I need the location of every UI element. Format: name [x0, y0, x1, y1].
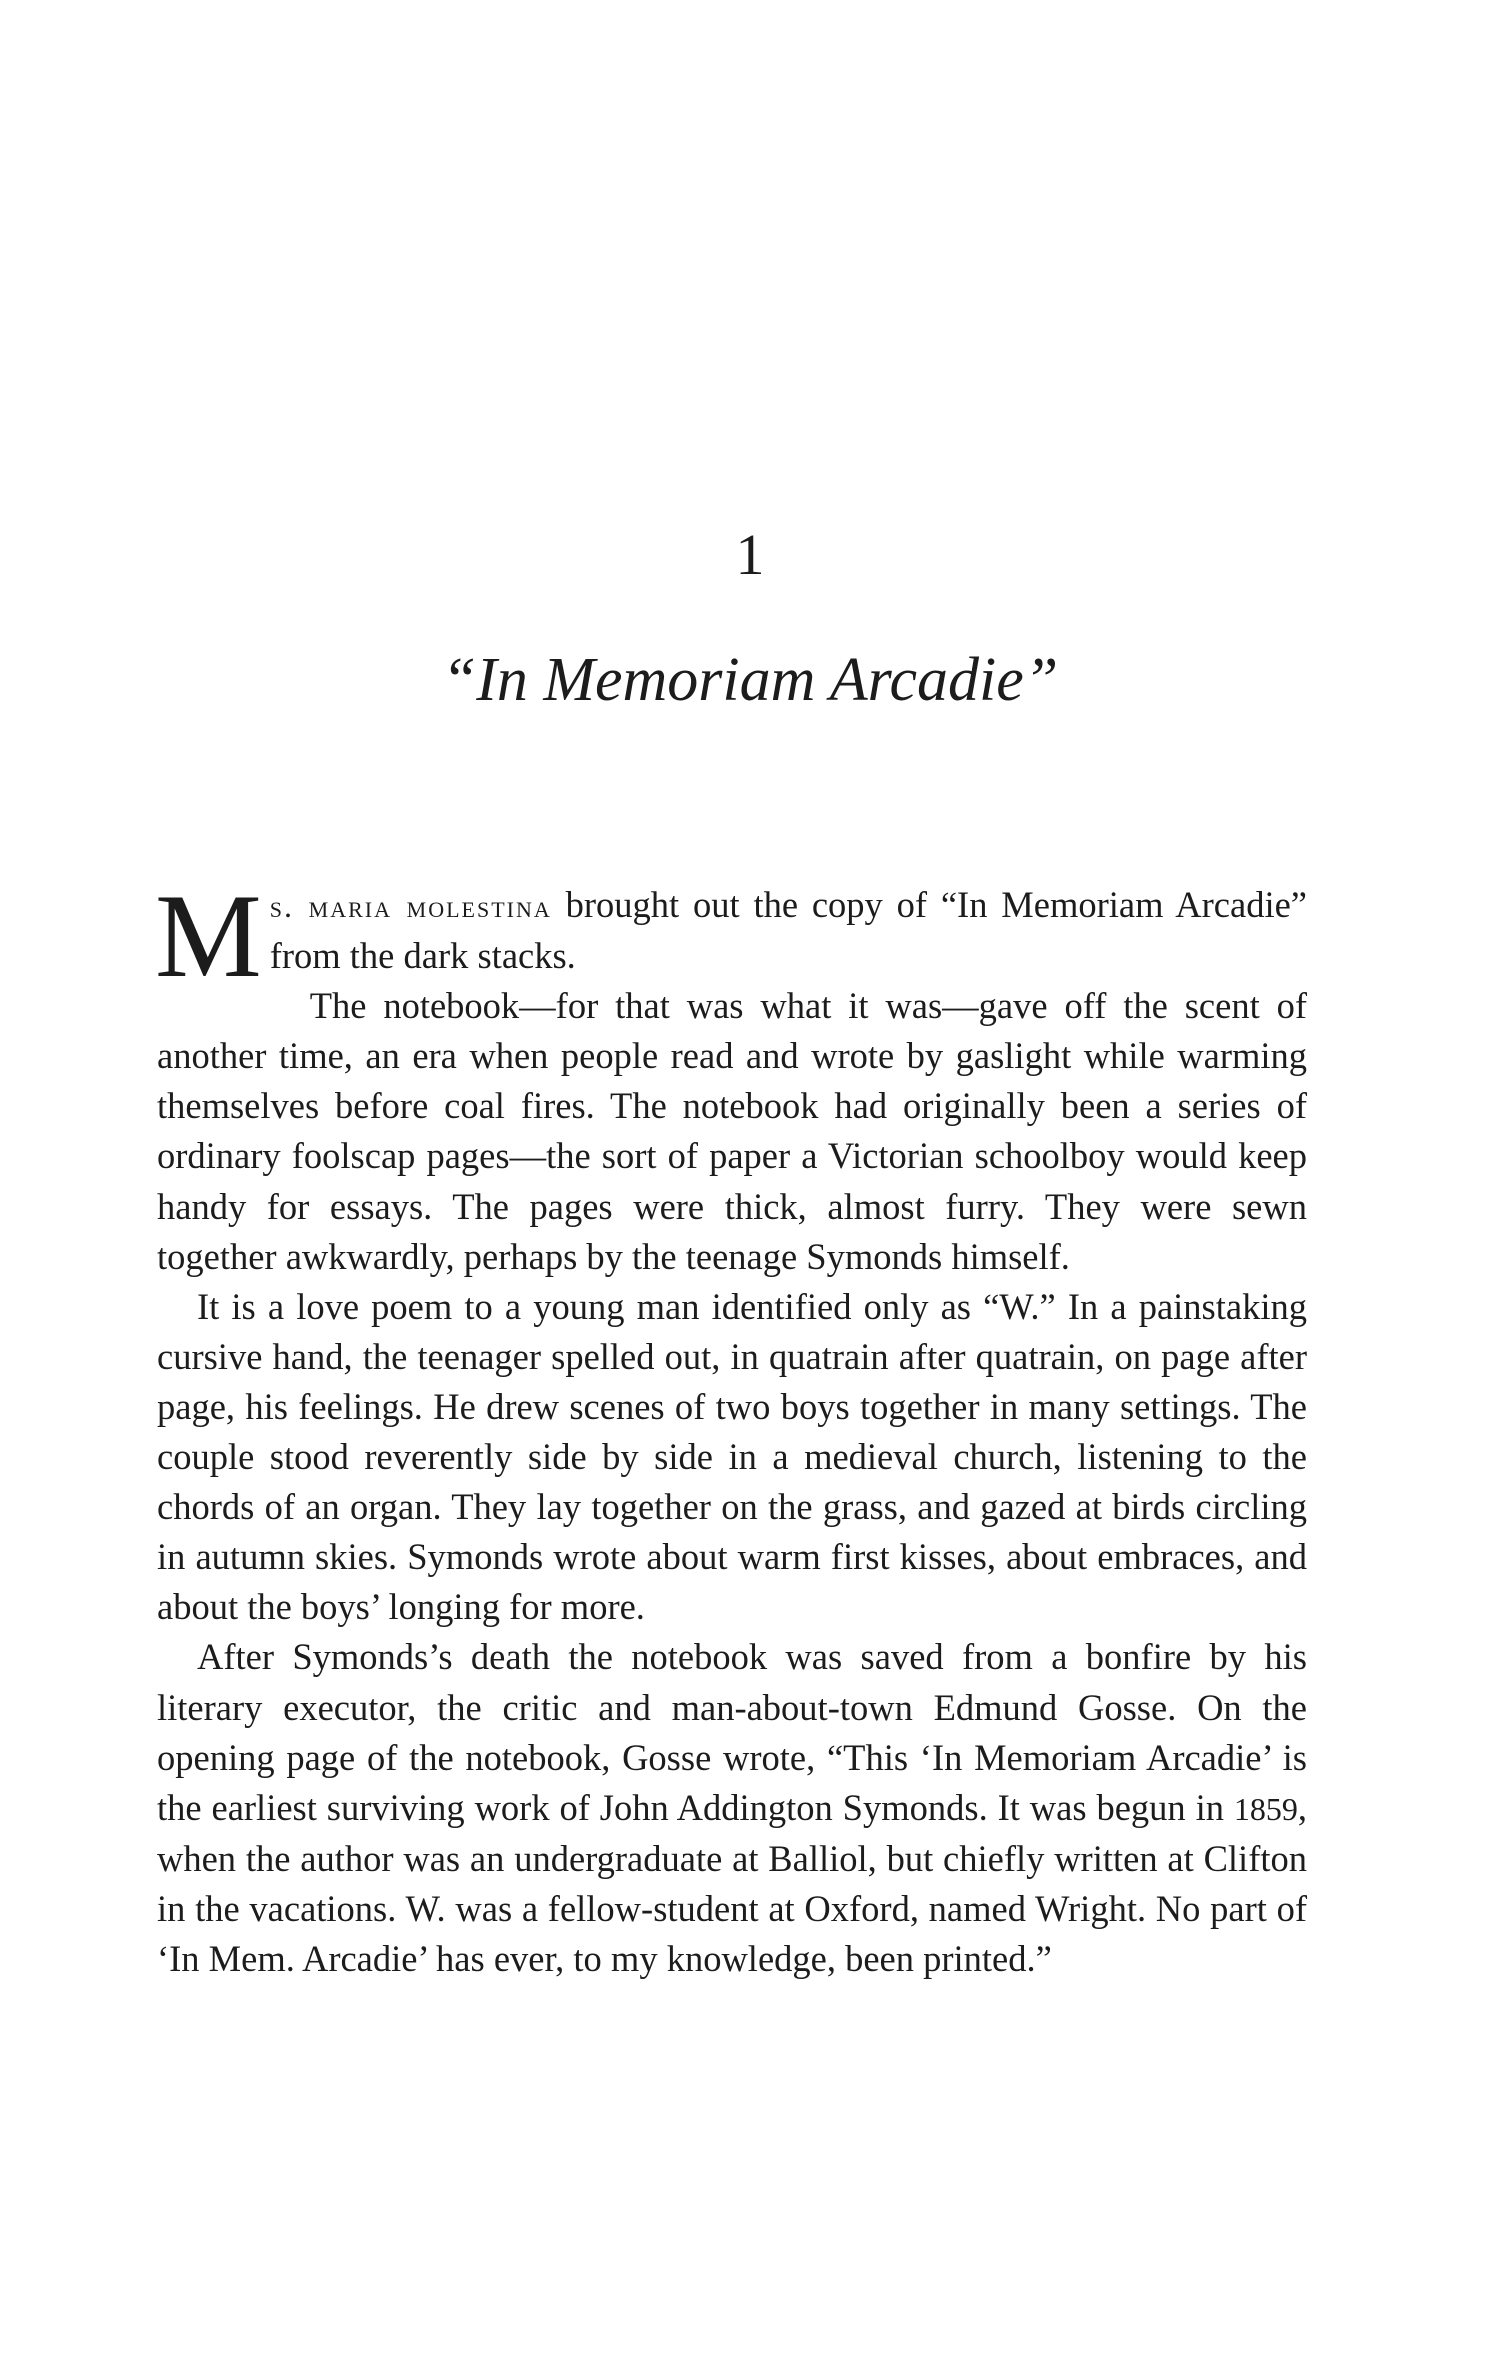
lead-in-smallcaps: s. maria molestina — [269, 888, 552, 924]
chapter-body — [155, 869, 1307, 1984]
paragraph-4 — [157, 1632, 1307, 1984]
year-1859: 1859 — [1233, 1790, 1298, 1827]
chapter-title: “In Memoriam Arcadie” — [441, 646, 1059, 714]
paragraph-1 — [155, 869, 1307, 1002]
paragraph-3: It is a love poem to a young man identified only as “W.” In a painstaking cursive hand, the teenager spelled out, in quatrain after quatrain, on page after page, his feelings. He drew scenes of two boys together in many settings. The couple stood reverently side by side in a medieval church, listening to the chords of an organ. They lay together on the grass, and gazed at birds circling in autumn skies. Symonds wrote about warm first kisses, about embraces, and about the boys’ longing for more. — [157, 1285, 1307, 1628]
paragraph-1-text: brought out the copy of “In Memoriam Arcadie” from the dark stacks. — [269, 884, 1307, 977]
drop-cap: M — [155, 869, 262, 1002]
chapter-number: 1 — [735, 522, 765, 587]
paragraph-4-text-b: , when the author was an undergraduate at Balliol, but chiefly written at Clifton in the vacations. W. was a fellow-student at Oxford, named Wright. No part of ‘In Mem. Arcadie’ has ever, to my knowledge, been printed.” — [157, 1786, 1307, 1979]
paragraph-4-text-a: After Symonds’s death the notebook was saved from a bonfire by his literary executor, the critic and man-about-town Edmund Gosse. On the opening page of the notebook, Gosse wrote, “This ‘In Memoriam Arcadie’ is the earliest surviving work of John Addington Symonds. It was begun in — [157, 1636, 1307, 1828]
paragraph-2: The notebook—for that was what it was—gave off the scent of another time, an era when people read and wrote by gaslight while warming themselves before coal fires. The notebook had originally been a series of ordinary foolscap pages—the sort of paper a Victorian schoolboy would keep handy for essays. The pages were thick, almost furry. They were sewn together awkwardly, perhaps by the teenage Symonds himself. — [157, 985, 1307, 1277]
